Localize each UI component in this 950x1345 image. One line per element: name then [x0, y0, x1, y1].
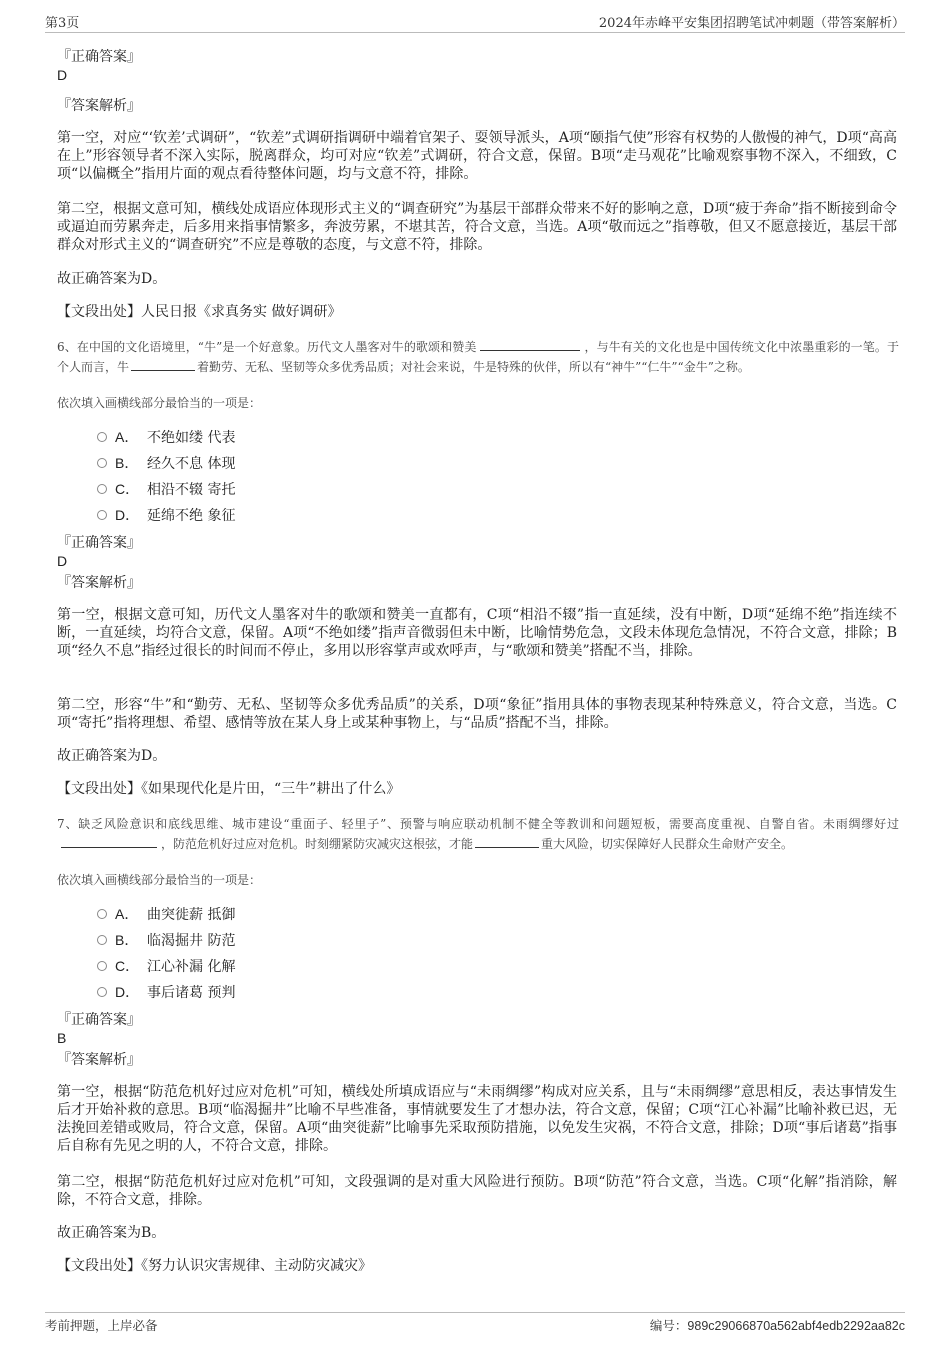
document-title: 2024年赤峰平安集团招聘笔试冲刺题（带答案解析） — [598, 16, 905, 31]
q6-blank-2 — [131, 358, 195, 371]
q7-text-b: 缪好过 — [861, 817, 899, 831]
correct-answer-value: D — [57, 553, 68, 569]
correct-answer-label: 『正确答案』 — [57, 535, 141, 551]
q6-answer-block — [57, 534, 897, 570]
q7-analysis-p2: 第二空，根据“防范危机好过应对危机”可知，文段强调的是对重大风险进行预防。B项“防范”符合文意，当选。C项“化解”指消除，解除，不符合文意，排除。 — [57, 1174, 897, 1208]
radio-icon[interactable] — [97, 909, 107, 919]
q7-option-b[interactable]: B． 临渴掘井 防范 — [97, 931, 235, 950]
radio-icon[interactable] — [97, 961, 107, 971]
q6-blank-1 — [480, 338, 580, 351]
correct-answer-label: 『正确答案』 — [57, 49, 141, 65]
q6-conclusion: 故正确答案为D。 — [57, 748, 167, 764]
q6-option-a[interactable]: A． 不绝如缕 代表 — [97, 428, 235, 447]
radio-icon[interactable] — [97, 484, 107, 494]
q7-hint: 依次填入画横线部分最恰当的一项是： — [57, 873, 262, 887]
code-value: 989c29066870a562abf4edb2292aa82c — [687, 1319, 905, 1333]
analysis-label: 『答案解析』 — [57, 1052, 141, 1068]
radio-icon[interactable] — [97, 935, 107, 945]
code-label: 编号： — [649, 1318, 688, 1333]
q6-text-a: 6、在中国的文化语境里，“牛”是一个好意象。历代文人墨客对牛的歌颂和赞美 — [57, 340, 477, 354]
q6-analysis-p2: 第二空，形容“牛”和“勤劳、无私、坚韧等众多优秀品质”的关系，D项“象征”指用具体的事物表现某种特殊意义，符合文意，当选。C项“寄托”指将理想、希望、感情等放在某人身上或某种事物上，与“品质”搭配不当，排除。 — [57, 697, 897, 731]
footer-slogan: 考前押题，上岸必备 — [45, 1318, 158, 1333]
q6-text-c: 的一笔。于个人而言，牛 — [57, 340, 899, 374]
q7-stem — [57, 814, 899, 854]
q7-option-a[interactable]: A． 曲突徙薪 抵御 — [97, 905, 235, 924]
radio-icon[interactable] — [97, 432, 107, 442]
q6-analysis-p1: 第一空，根据文意可知，历代文人墨客对牛的歌颂和赞美一直都有，C项“相沿不辍”指一直延续，没有中断，D项“延绵不绝”指连续不断，一直延续，均符合文意，保留。A项“不绝如缕”指声音微弱但未中断，比喻情势危急，文段未体现危急情况，不符合文意，排除；B项“经久不息”指经过很长的时间而不停止，多用以形容掌声或欢呼声，与“歌颂和赞美”搭配不当，排除。 — [57, 607, 897, 659]
q7-analysis-p1: 第一空，根据“防范危机好过应对危机”可知，横线处所填成语应与“未雨绸缪”构成对应关系，且与“未雨绸缪”意思相反，表达事情发生后才开始补救的意思。B项“临渴掘井”比喻不早些准备，事情就要发生了才想办法，符合文意，保留；C项“江心补漏”比喻补救已迟，无法挽回差错或败局，符合文意，保留。A项“曲突徙薪”比喻事先采取预防措施，以免发生灾祸，不符合文意，排除；D项“事后诸葛”指事后自称有先见之明的人，不符合文意，排除。 — [57, 1084, 897, 1154]
q6-option-d[interactable]: D． 延绵不绝 象征 — [97, 506, 235, 525]
analysis-label: 『答案解析』 — [57, 575, 141, 591]
q5-analysis-p2: 第二空，根据文意可知，横线处成语应体现形式主义的“调查研究”为基层干部群众带来不好的影响之意，D项“疲于奔命”指不断接到命令或逼迫而劳累奔走，后多用来指事情繁多，奔波劳累，不堪其苦，符合文意，当选。A项“敬而远之”指尊敬，但又不愿意接近，基层干部群众对形式主义的“调查研究”不应是尊敬的态度，与文意不符，排除。 — [57, 201, 897, 253]
page-header — [45, 12, 905, 33]
q7-text-d: 重大风险，切实保障好人民群众生命财产安全。 — [541, 837, 794, 851]
q6-source: 【文段出处】《如果现代化是片田，“三牛”耕出了什么》 — [57, 781, 401, 797]
q7-source: 【文段出处】《努力认识灾害规律、主动防灾减灾》 — [57, 1258, 372, 1274]
q7-option-d[interactable]: D． 事后诸葛 预判 — [97, 983, 235, 1002]
radio-icon[interactable] — [97, 458, 107, 468]
radio-icon[interactable] — [97, 987, 107, 997]
q7-text-a: 7、缺乏风险意识和底线思维、城市建设“重面子、轻里子”、预警与响应联动机制不健全等教训和问题短板，需要高度重视、自警自省。未雨绸 — [57, 817, 862, 831]
q7-blank-1 — [61, 835, 157, 848]
q5-analysis-p1: 第一空，对应“‘钦差’式调研”，“钦差”式调研指调研中端着官架子、耍领导派头，A项“颐指气使”形容有权势的人傲慢的神气，D项“高高在上”形容领导者不深入实际，脱离群众，均可对应“钦差”式调研，符合文意，保留。B项“走马观花”比喻观察事物不深入，不细致，C项“以偏概全”指用片面的观点看待整体问题，均与文意不符，排除。 — [57, 130, 897, 182]
q5-source: 【文段出处】人民日报《求真务实 做好调研》 — [57, 304, 342, 320]
q6-hint: 依次填入画横线部分最恰当的一项是： — [57, 396, 262, 410]
q7-conclusion: 故正确答案为B。 — [57, 1225, 166, 1241]
q6-option-c[interactable]: C． 相沿不辍 寄托 — [97, 480, 235, 499]
q7-answer-block — [57, 1011, 897, 1047]
correct-answer-value: D — [57, 67, 68, 83]
analysis-label: 『答案解析』 — [57, 98, 141, 114]
radio-icon[interactable] — [97, 510, 107, 520]
page-footer — [45, 1312, 905, 1337]
q6-text-b: ，与牛有关的文化也是中国传统文化中浓墨重彩 — [584, 340, 839, 354]
q5-answer-block — [57, 48, 897, 84]
correct-answer-value: B — [57, 1030, 67, 1046]
q7-text-c: ，防范危机好过应对危机。时刻绷紧防灾减灾这根弦，才能 — [161, 837, 474, 851]
document-code — [650, 1316, 905, 1334]
q7-option-c[interactable]: C． 江心补漏 化解 — [97, 957, 235, 976]
q5-conclusion: 故正确答案为D。 — [57, 271, 167, 287]
q6-option-b[interactable]: B． 经久不息 体现 — [97, 454, 235, 473]
q6-stem — [57, 337, 899, 377]
correct-answer-label: 『正确答案』 — [57, 1012, 141, 1028]
q7-blank-2 — [475, 835, 539, 848]
page-number: 第3页 — [45, 16, 80, 31]
q6-text-d: 着勤劳、无私、坚韧等众多优秀品质；对社会来说，牛是特殊的伙伴，所以有“神牛”“仁牛”“金牛”之称。 — [197, 360, 750, 374]
